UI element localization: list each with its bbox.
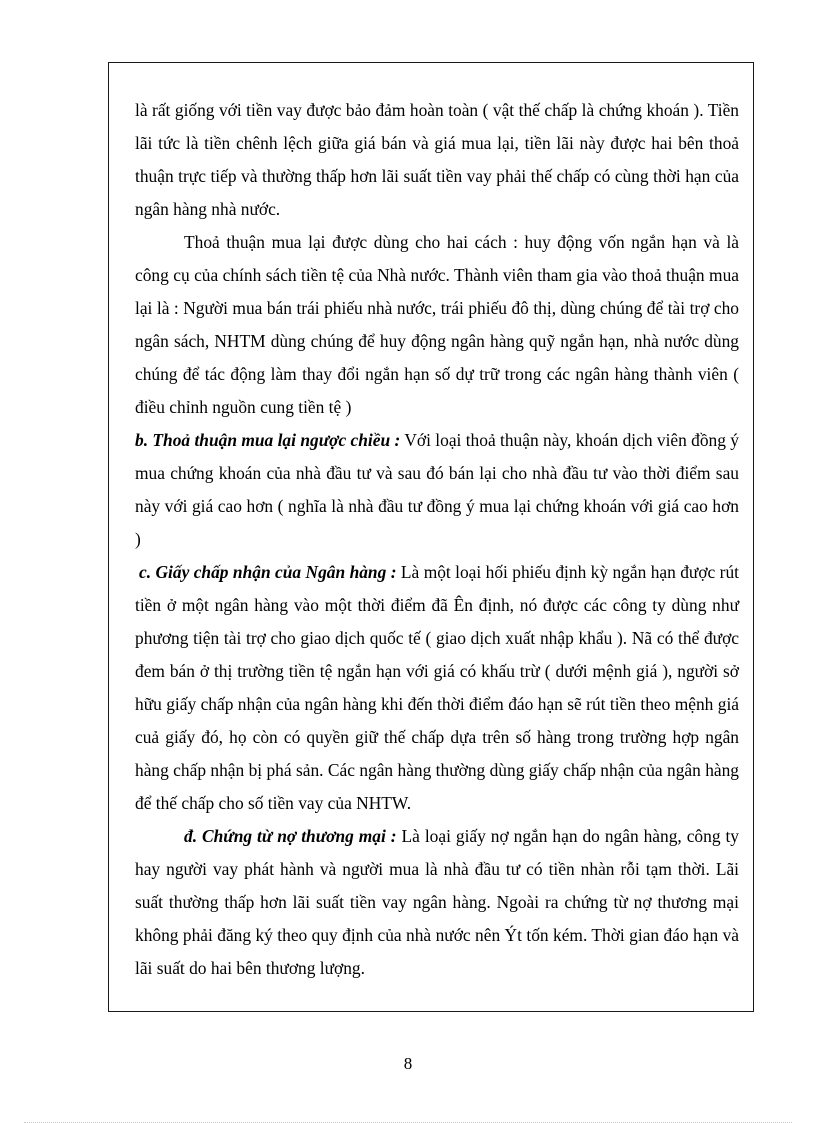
commercial-paper-term: đ. Chứng từ nợ thương mại : (184, 826, 397, 846)
reverse-repo-term: b. Thoả thuận mua lại ngược chiều : (135, 430, 401, 450)
document-body (135, 94, 739, 985)
commercial-paper-text: Là loại giấy nợ ngắn hạn do ngân hàng, công ty hay người vay phát hành và người mua là nhà đầu tư có tiền nhàn rỗi tạm thời. Lãi suất thường thấp hơn lãi suất tiền vay ngân hàng. Ngoài ra chứng từ nợ thương mại không phải đăng ký theo quy định của nhà nước nên Ýt tốn kém. Thời gian đáo hạn và lãi suất do hai bên thương lượng. (135, 826, 739, 978)
bankers-acceptance-text: Là một loại hối phiếu định kỳ ngắn hạn được rút tiền ở một ngân hàng vào một thời điểm đã Ên định, nó được các công ty dùng như phương tiện tài trợ cho giao dịch quốc tế ( giao dịch xuất nhập khẩu ). Nã có thể được đem bán ở thị trường tiền tệ ngắn hạn với giá có khấu trừ ( dưới mệnh giá ), người sở hữu giấy chấp nhận của ngân hàng khi đến thời điểm đáo hạn sẽ rút tiền theo mệnh giá cuả giấy đó, họ còn có quyền giữ thế chấp dựa trên số hàng trong trường hợp ngân hàng chấp nhận bị phá sản. Các ngân hàng thường dùng giấy chấp nhận của ngân hàng để thế chấp cho số tiền vay của NHTW. (135, 562, 740, 813)
bankers-acceptance-term: c. Giấy chấp nhận của Ngân hàng : (139, 562, 397, 582)
paragraph-bankers-acceptance (135, 556, 739, 820)
paragraph-reverse-repo (135, 424, 739, 556)
paragraph-commercial-paper (135, 820, 739, 985)
paragraph-repo-intro: là rất giống với tiền vay được bảo đảm hoàn toàn ( vật thế chấp là chứng khoán ). Tiền lãi tức là tiền chênh lệch giữa giá bán và giá mua lại, tiền lãi này được hai bên thoả thuận trực tiếp và thường thấp hơn lãi suất tiền vay phải thế chấp có cùng thời hạn của ngân hàng nhà nước. (135, 100, 739, 219)
paragraph-repo-usage: Thoả thuận mua lại được dùng cho hai cách : huy động vốn ngắn hạn và là công cụ của chính sách tiền tệ của Nhà nước. Thành viên tham gia vào thoả thuận mua lại là : Người mua bán trái phiếu nhà nước, trái phiếu đô thị, dùng chúng để tài trợ cho ngân sách, NHTM dùng chúng để huy động ngân hàng quỹ ngắn hạn, nhà nước dùng chúng để tác động làm thay đổi ngắn hạn số dự trữ trong các ngân hàng thành viên ( điều chỉnh nguồn cung tiền tệ ) (135, 232, 739, 417)
page-number: 8 (403, 1054, 413, 1073)
reverse-repo-text: Với loại thoả thuận này, khoán dịch viên đồng ý mua chứng khoán của nhà đầu tư và sau đó bán lại cho nhà đầu tư vào thời điểm sau này với giá cao hơn ( nghĩa là nhà đầu tư đồng ý mua lại chứng khoán với giá cao hơn ) (135, 430, 740, 549)
